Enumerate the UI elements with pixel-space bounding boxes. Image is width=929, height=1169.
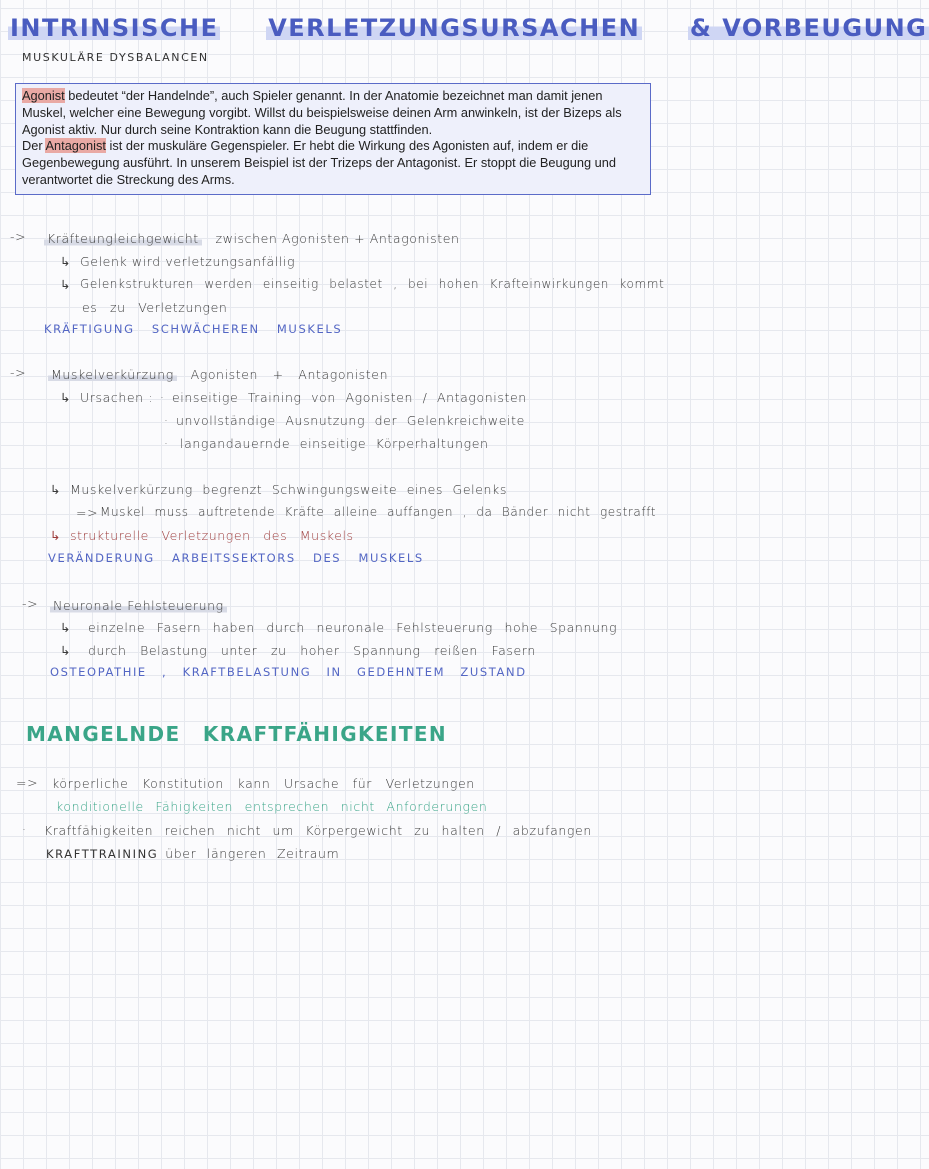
page-title bbox=[8, 14, 929, 42]
strength-line-3: Kraftfähigkeiten reichen nicht um Körpergewicht zu halten / abzufangen bbox=[44, 823, 592, 838]
arrow-marker: -> bbox=[10, 229, 27, 244]
definition-box bbox=[15, 83, 651, 195]
title-part-3: & VORBEUGUNG bbox=[689, 14, 928, 42]
agonist-text: bedeutet “der Handelnde”, auch Spieler genannt. In der Anatomie bezeichnet man damit jenen Muskel, welcher eine Bewegung vorgibt. Willst du beispielsweise deinen Arm anwinkeln, ist der Bizeps als Agonist aktiv. Nur durch seine Kontraktion kann die Beugung stattfinden. bbox=[22, 88, 622, 137]
arrow-marker: -> bbox=[22, 596, 39, 611]
section2-line-6: strukturelle Verletzungen des Muskels bbox=[70, 528, 354, 543]
double-arrow-marker: => bbox=[16, 775, 39, 790]
section2-heading bbox=[48, 367, 388, 382]
sub-arrow-icon: ↳ bbox=[60, 390, 72, 405]
section1-heading-rest: zwischen Agonisten + Antagonisten bbox=[215, 231, 460, 246]
section3-keyword: Neuronale Fehlsteuerung bbox=[50, 598, 227, 613]
section3-line-2: durch Belastung unter zu hoher Spannung reißen Fasern bbox=[88, 643, 536, 658]
double-arrow-marker: => bbox=[76, 505, 99, 520]
sub-arrow-icon: ↳ bbox=[60, 277, 72, 292]
sub-arrow-icon: ↳ bbox=[50, 482, 62, 497]
section1-heading bbox=[44, 231, 460, 246]
antagonist-term: Antagonist bbox=[45, 138, 106, 154]
antagonist-pre: Der bbox=[22, 138, 46, 154]
agonist-paragraph bbox=[22, 88, 644, 138]
antagonist-text: ist der muskuläre Gegenspieler. Er hebt die Wirkung des Agonisten auf, indem er die Gegenbewegung ausführt. In unserem Beispiel ist der Trizeps der Antagonist. Er stoppt die Beugung und verantwortet die Streckung des Arms. bbox=[22, 138, 617, 187]
section1-keyword: Kräfteungleichgewicht bbox=[44, 231, 202, 246]
section2-consequence: VERÄNDERUNG ARBEITSSEKTORS DES MUSKELS bbox=[48, 551, 424, 565]
sub-arrow-icon: ↳ bbox=[50, 528, 62, 543]
strength-line-4 bbox=[46, 846, 339, 861]
bullet: · bbox=[164, 413, 169, 428]
cause-2: unvollständige Ausnutzung der Gelenkreichweite bbox=[176, 413, 525, 428]
sub-arrow-icon: ↳ bbox=[60, 620, 72, 635]
sub-arrow-icon: ↳ bbox=[60, 643, 72, 658]
bullet: · bbox=[160, 390, 165, 405]
causes-label: Ursachen : bbox=[80, 390, 154, 405]
bullet: · bbox=[22, 822, 27, 837]
title-part-2: VERLETZUNGSURSACHEN bbox=[268, 14, 641, 42]
arrow-marker: -> bbox=[10, 365, 27, 380]
cause-1: einseitige Training von Agonisten / Antagonisten bbox=[172, 390, 527, 405]
section3-heading bbox=[50, 598, 227, 613]
antagonist-paragraph bbox=[22, 138, 644, 188]
section1-line-1: Gelenk wird verletzungsanfällig bbox=[80, 254, 296, 269]
section2-line-4: Muskelverkürzung begrenzt Schwingungsweite eines Gelenks bbox=[70, 482, 507, 497]
bullet: · bbox=[164, 436, 169, 451]
title-part-1: INTRINSISCHE bbox=[10, 14, 219, 42]
section1-prevention: KRÄFTIGUNG SCHWÄCHEREN MUSKELS bbox=[44, 322, 343, 336]
agonist-term: Agonist bbox=[22, 88, 65, 103]
strength-line-2: konditionelle Fähigkeiten entsprechen nicht Anforderungen bbox=[56, 799, 488, 814]
strength-line-1: körperliche Konstitution kann Ursache für Verletzungen bbox=[52, 776, 475, 791]
strength-training-rest: über längeren Zeitraum bbox=[165, 846, 340, 861]
section3-treatment: OSTEOPATHIE , KRAFTBELASTUNG IN GEDEHNTEM ZUSTAND bbox=[50, 665, 527, 679]
section2-keyword: Muskelverkürzung bbox=[48, 367, 177, 382]
section1-line-2: Gelenkstrukturen werden einseitig belastet , bei hohen Krafteinwirkungen kommt bbox=[80, 277, 665, 291]
cause-3: langandauernde einseitige Körperhaltungen bbox=[180, 436, 489, 451]
section2-line-5: Muskel muss auftretende Kräfte alleine auffangen , da Bänder nicht gestrafft bbox=[100, 505, 657, 519]
section-heading-strength: MANGELNDE KRAFTFÄHIGKEITEN bbox=[26, 722, 448, 746]
section3-line-1: einzelne Fasern haben durch neuronale Fehlsteuerung hohe Spannung bbox=[88, 620, 618, 635]
strength-training-keyword: KRAFTTRAINING bbox=[46, 847, 159, 861]
sub-arrow-icon: ↳ bbox=[60, 254, 72, 269]
subtitle: MUSKULÄRE DYSBALANCEN bbox=[22, 51, 209, 64]
section2-heading-rest: Agonisten + Antagonisten bbox=[190, 367, 389, 382]
section1-line-3: es zu Verletzungen bbox=[82, 300, 228, 315]
